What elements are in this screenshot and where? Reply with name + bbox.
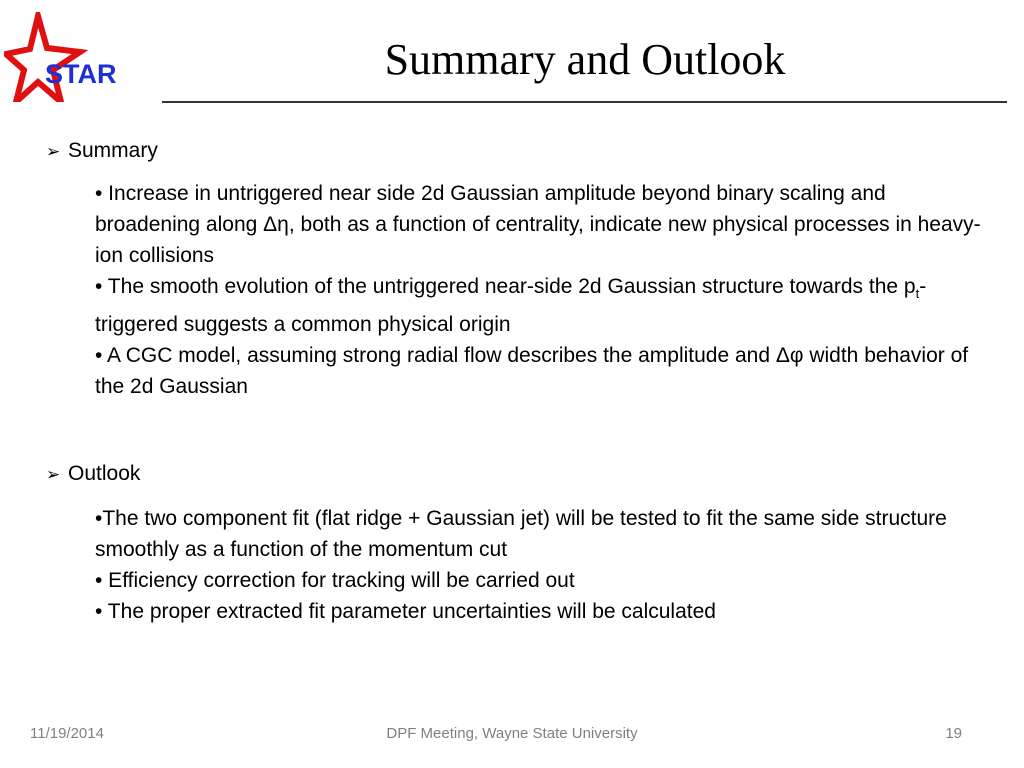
summary-bullet: • A CGC model, assuming strong radial flow describes the amplitude and Δφ width behavior of the 2d Gaussian [95, 344, 969, 399]
logo-text: STAR [45, 59, 117, 89]
summary-bullet-text: -triggered suggests a common physical origin [95, 275, 927, 337]
footer-date: 11/19/2014 [30, 725, 104, 742]
arrow-bullet-icon: ➢ [46, 465, 61, 484]
arrow-bullet-icon: ➢ [46, 142, 61, 161]
footer-event: DPF Meeting, Wayne State University [386, 725, 638, 742]
summary-bullet [95, 271, 995, 340]
outlook-heading [46, 463, 140, 484]
subscript-t: t [915, 286, 920, 302]
outlook-heading-text: Outlook [68, 462, 141, 485]
summary-heading-text: Summary [68, 139, 158, 162]
summary-bullet-text: • The smooth evolution of the untriggered near-side 2d Gaussian structure towards the p [95, 275, 916, 298]
outlook-list [95, 503, 995, 627]
outlook-bullet: •The two component fit (flat ridge + Gaussian jet) will be tested to fit the same side structure smoothly as a function of the momentum cut [95, 507, 947, 561]
summary-bullet: • Increase in untriggered near side 2d Gaussian amplitude beyond binary scaling and broadening along Δη, both as a function of centrality, indicate new physical processes in heavy-ion collisions [95, 182, 981, 267]
outlook-bullet: • Efficiency correction for tracking will be carried out [95, 569, 575, 592]
summary-heading [46, 140, 158, 161]
title-divider [162, 101, 1007, 103]
page-title: Summary and Outlook [384, 35, 786, 84]
footer-page-number: 19 [945, 725, 962, 742]
outlook-bullet: • The proper extracted fit parameter uncertainties will be calculated [95, 600, 716, 623]
star-logo [4, 12, 138, 102]
summary-list [95, 178, 995, 402]
